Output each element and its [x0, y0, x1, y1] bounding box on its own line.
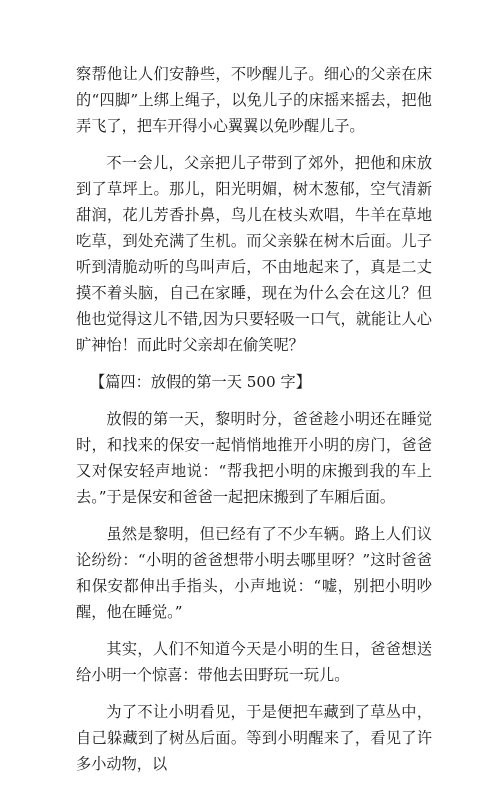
- paragraph: 虽然是黎明，但已经有了不少车辆。路上人们议论纷纷：“小明的爸爸想带小明去哪里呀？”这时爸爸和保安都伸出手指头，小声地说：“嘘，别把小明吵醒，他在睡觉。”: [76, 525, 432, 621]
- paragraph: 放假的第一天，黎明时分，爸爸趁小明还在睡觉时，和找来的保安一起悄悄地推开小明的房门，爸爸又对保安轻声地说：“帮我把小明的床搬到我的车上去。”于是保安和爸爸一起把床搬到了车厢后面。: [76, 410, 432, 506]
- paragraph: 察帮他让人们安静些，不吵醒儿子。细心的父亲在床的“四脚”上绑上绳子，以免儿子的床摇来摇去，把他弄飞了，把车开得小心翼翼以免吵醒儿子。: [76, 65, 432, 135]
- section-heading: 【篇四：放假的第一天 500 字】: [90, 373, 311, 391]
- document-body: [76, 61, 432, 788]
- paragraph: 为了不让小明看见，于是便把车藏到了草丛中，自己躲藏到了树丛后面。等到小明醒来了，看见了许多小动物，以: [76, 703, 432, 773]
- paragraph: 其实，人们不知道今天是小明的生日，爸爸想送给小明一个惊喜：带他去田野玩一玩儿。: [76, 640, 432, 684]
- paragraph: 不一会儿，父亲把儿子带到了郊外，把他和床放到了草坪上。那儿，阳光明媚，树木葱郁，空气清新甜润，花儿芳香扑鼻，鸟儿在枝头欢唱，牛羊在草地吃草，到处充满了生机。而父亲躲在树木后面。儿子听到清脆动听的鸟叫声后，不由地起来了，真是二丈摸不着头脑，自己在家睡，现在为什么会在这儿？但他也觉得这儿不错,因为只要轻吸一口气，就能让人心旷神怡！而此时父亲却在偷笑呢？: [76, 154, 432, 354]
